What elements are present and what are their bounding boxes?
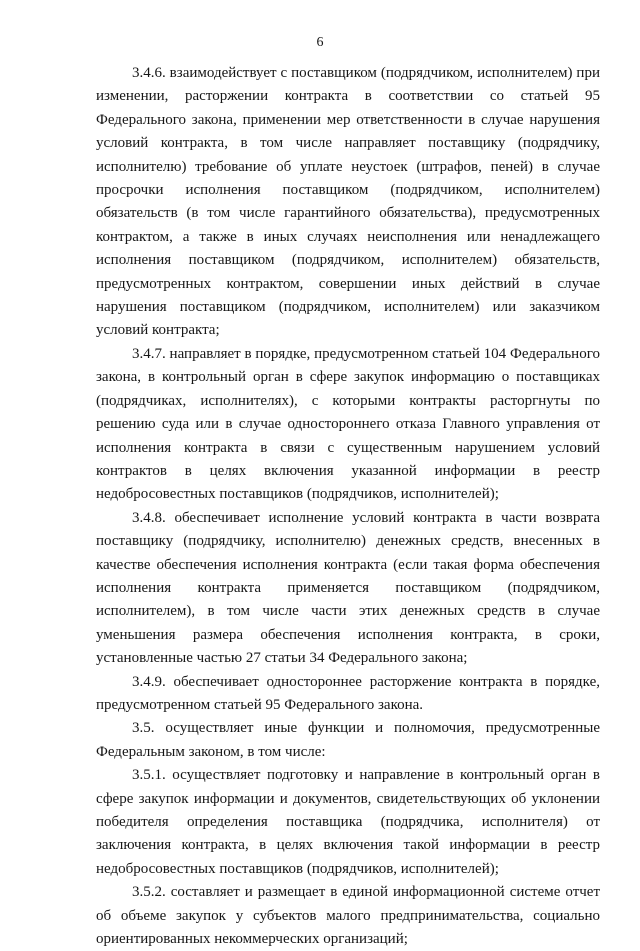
- document-body: [96, 62, 600, 951]
- paragraph-3-4-7: 3.4.7. направляет в порядке, предусмотренном статьей 104 Федерального закона, в контрольный орган в сфере закупок информацию о поставщиках (подрядчиках, исполнителях), с которыми контракты расторгнуты по решению суда или в случае одностороннего отказа Главного управления от исполнения контракта в связи с существенным нарушением условий контрактов в целях включения указанной информации в реестр недобросовестных поставщиков (подрядчиков, исполнителей);: [96, 345, 600, 503]
- paragraph-3-5: 3.5. осуществляет иные функции и полномочия, предусмотренные Федеральным законом, в том числе:: [96, 720, 600, 760]
- paragraph-3-5-2: 3.5.2. составляет и размещает в единой информационной системе отчет об объеме закупок у субъектов малого предпринимательства, социально ориентированных некоммерческих организаций;: [96, 884, 600, 948]
- paragraph-3-4-9: 3.4.9. обеспечивает одностороннее расторжение контракта в порядке, предусмотренном статьей 95 Федерального закона.: [96, 673, 600, 713]
- paragraph-3-4-8: 3.4.8. обеспечивает исполнение условий контракта в части возврата поставщику (подрядчику, исполнителю) денежных средств, внесенных в качестве обеспечения исполнения контракта (если такая форма обеспечения исполнения контракта применяется поставщиком (подрядчиком, исполнителем), в том числе части этих денежных средств в случае уменьшения размера обеспечения исполнения контракта, в сроки, установленные частью 27 статьи 34 Федерального закона;: [96, 509, 600, 667]
- paragraph-3-5-1: 3.5.1. осуществляет подготовку и направление в контрольный орган в сфере закупок информации и документов, свидетельствующих об уклонении победителя определения поставщика (подрядчика, исполнителя) от заключения контракта, в целях включения такой информации в реестр недобросовестных поставщиков (подрядчиков, исполнителей);: [96, 767, 600, 877]
- page-number: 6: [316, 35, 324, 50]
- paragraph-3-4-6: 3.4.6. взаимодействует с поставщиком (подрядчиком, исполнителем) при изменении, расторжении контракта в соответствии со статьей 95 Федерального закона, применении мер ответственности в случае нарушения условий контракта, в том числе направляет поставщику (подрядчику, исполнителю) требование об уплате неустоек (штрафов, пеней) в случае просрочки исполнения поставщиком (подрядчиком, исполнителем) обязательств (в том числе гарантийного обязательства), предусмотренных контрактом, а также в иных случаях неисполнения или ненадлежащего исполнения поставщиком (подрядчиком, исполнителем) обязательств, предусмотренных контрактом, совершении иных действий в случае нарушения поставщиком (подрядчиком, исполнителем) или заказчиком условий контракта;: [96, 65, 600, 339]
